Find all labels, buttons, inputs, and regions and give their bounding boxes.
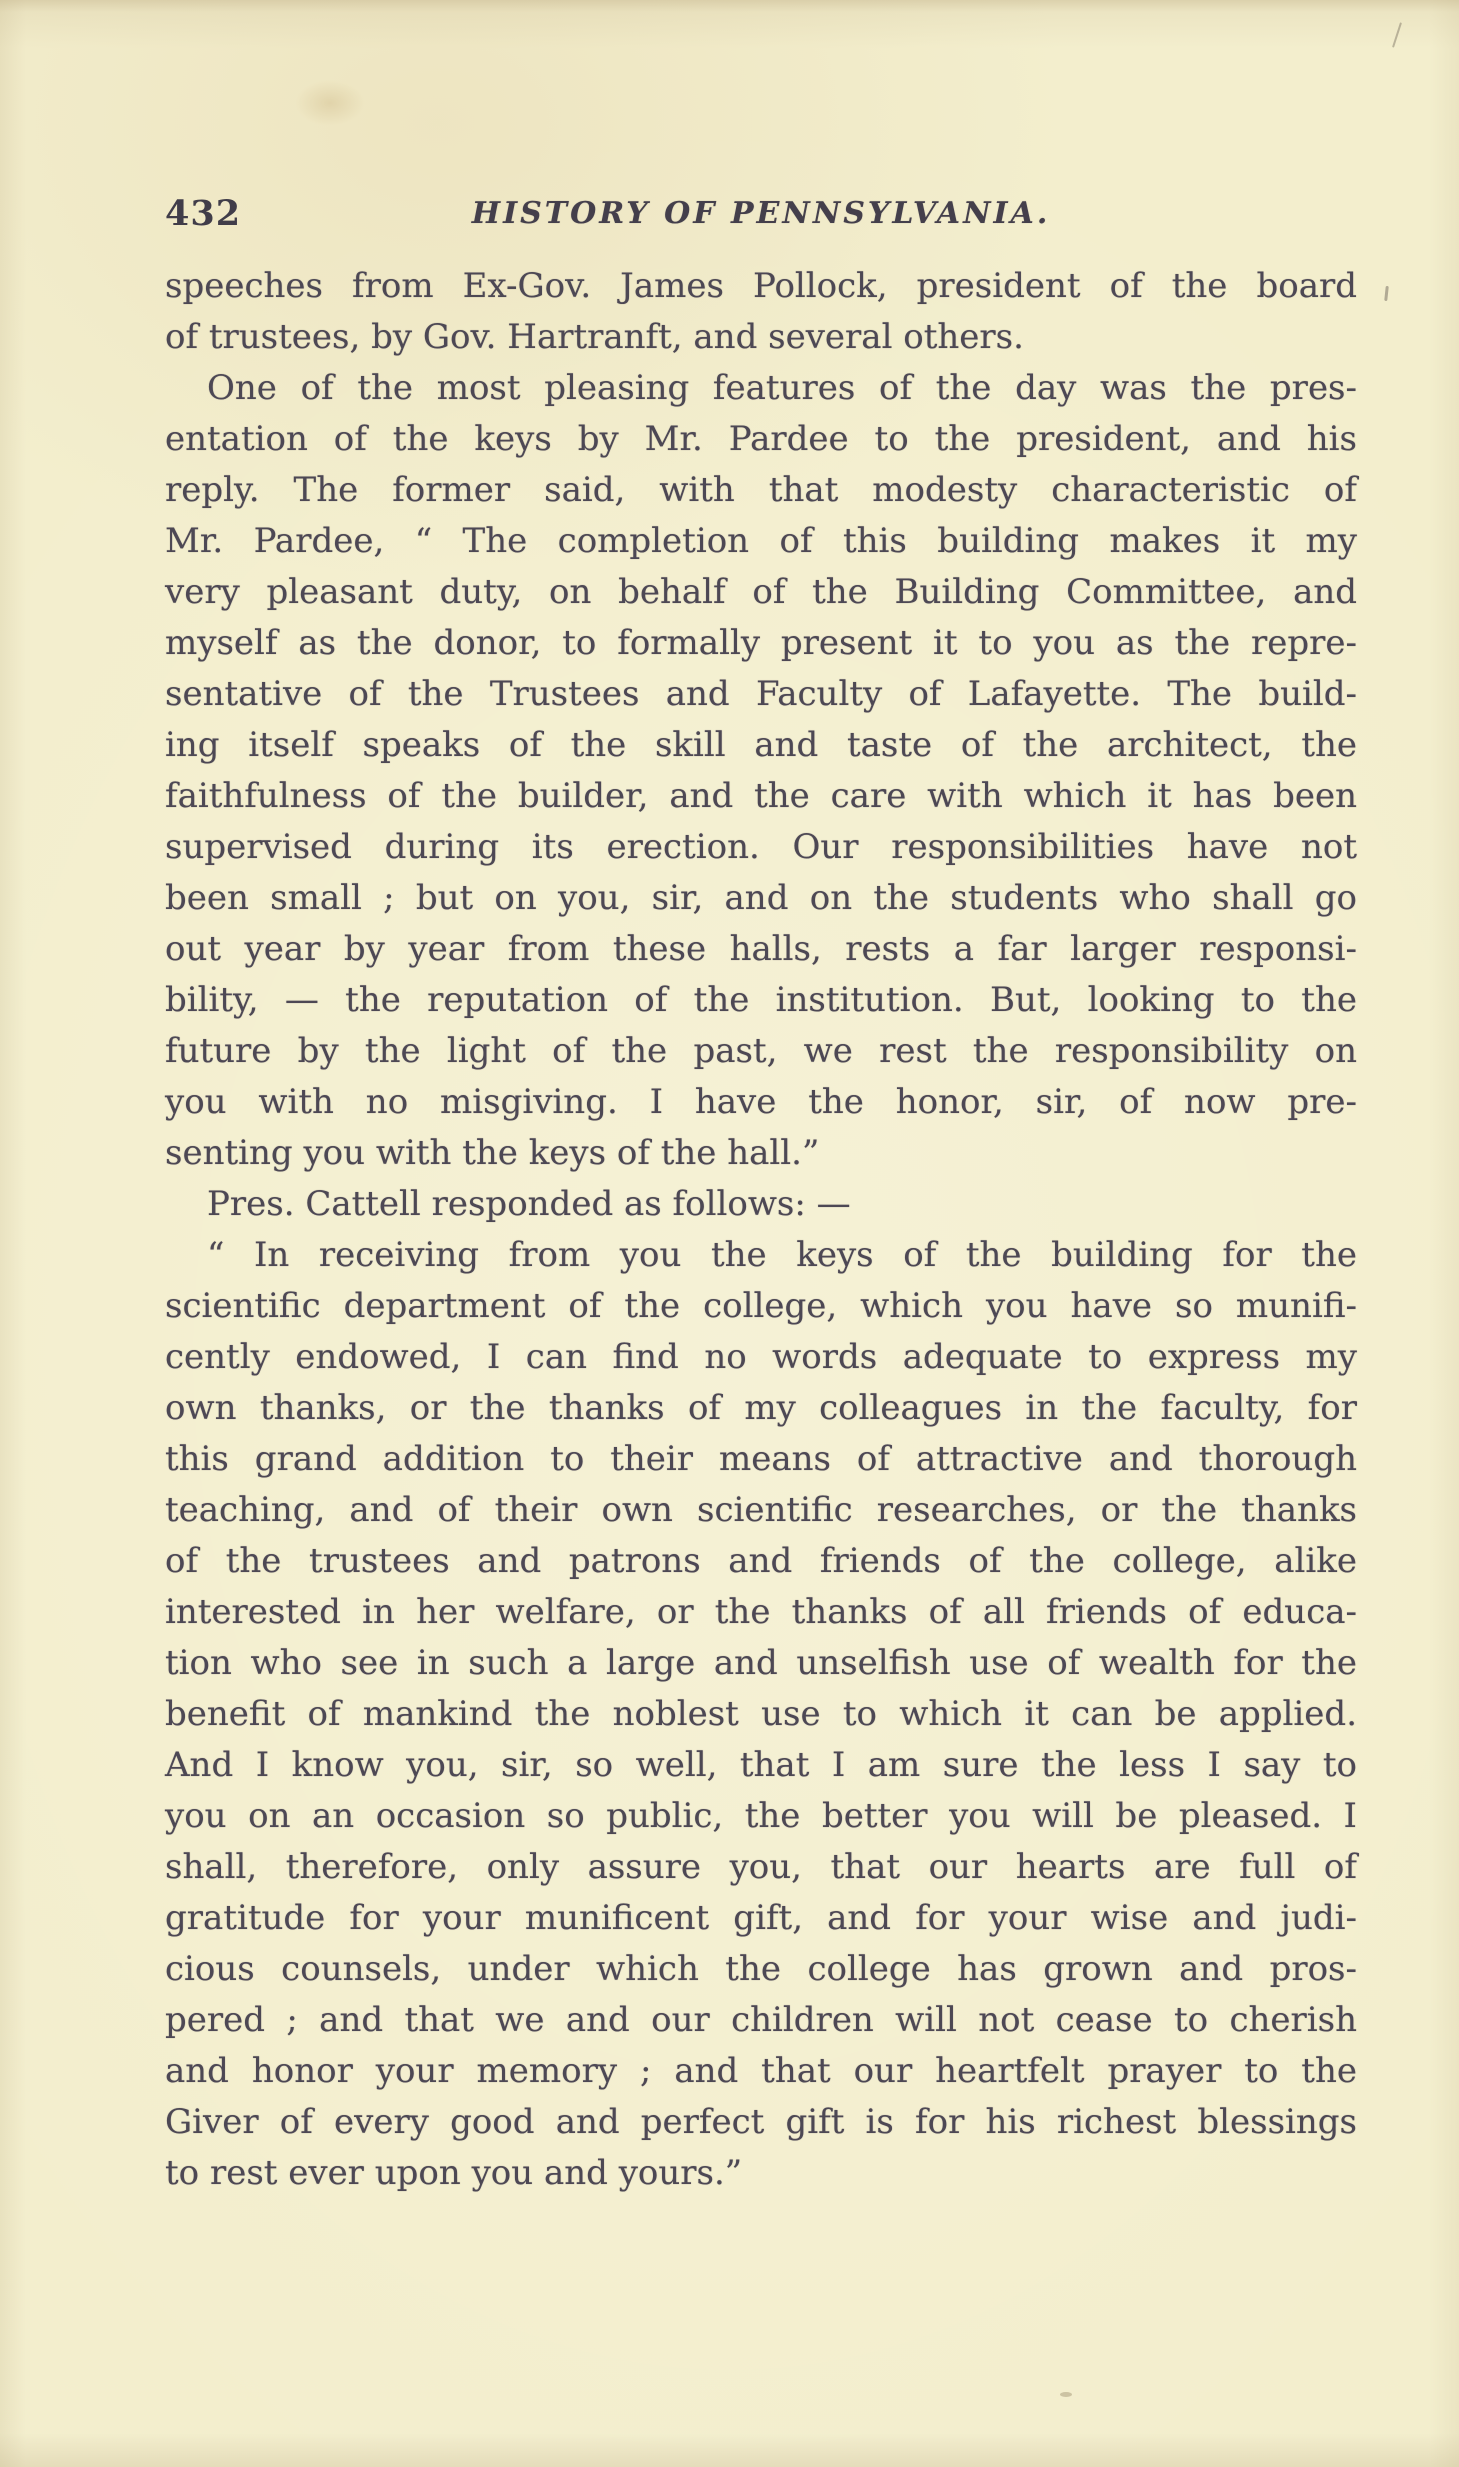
text-line: One of the most pleasing features of the day was the pres- [207, 368, 1357, 408]
text-line: you on an occasion so public, the better you will be pleased. I [165, 1796, 1357, 1836]
text-line: benefit of mankind the noblest use to which it can be applied. [165, 1694, 1357, 1734]
text-line: own thanks, or the thanks of my colleagues in the faculty, for [165, 1388, 1357, 1428]
text-line: been small ; but on you, sir, and on the students who shall go [165, 878, 1357, 918]
text-line: speeches from Ex-Gov. James Pollock, president of the board [165, 266, 1357, 306]
text-line: Pres. Cattell responded as follows: — [207, 1184, 851, 1224]
text-line: out year by year from these halls, rests a far larger responsi- [165, 929, 1357, 969]
text-line: interested in her welfare, or the thanks of all friends of educa- [165, 1592, 1357, 1632]
text-line: shall, therefore, only assure you, that our hearts are full of [165, 1847, 1357, 1887]
text-line: pered ; and that we and our children will not cease to cherish [165, 2000, 1357, 2040]
scan-artifact-dot [1060, 2392, 1072, 2397]
scan-artifact-smudge [295, 80, 365, 126]
text-line: you with no misgiving. I have the honor, sir, of now pre- [165, 1082, 1357, 1122]
text-line: ing itself speaks of the skill and taste of the architect, the [165, 725, 1357, 765]
text-line: myself as the donor, to formally present it to you as the repre- [165, 623, 1357, 663]
text-line: cious counsels, under which the college has grown and pros- [165, 1949, 1357, 1989]
scan-artifact-slash [1392, 22, 1402, 47]
text-line: very pleasant duty, on behalf of the Building Committee, and [165, 572, 1357, 612]
text-line: supervised during its erection. Our responsibilities have not [165, 827, 1357, 867]
text-line: reply. The former said, with that modesty characteristic of [165, 470, 1357, 510]
text-line: Mr. Pardee, “ The completion of this building makes it my [165, 521, 1357, 561]
text-line: cently endowed, I can find no words adequate to express my [165, 1337, 1357, 1377]
text-line: entation of the keys by Mr. Pardee to the president, and his [165, 419, 1357, 459]
text-line: of the trustees and patrons and friends of the college, alike [165, 1541, 1357, 1581]
text-line: bility, — the reputation of the institution. But, looking to the [165, 980, 1357, 1020]
scan-artifact-tick [1384, 286, 1389, 301]
text-line: sentative of the Trustees and Faculty of Lafayette. The build- [165, 674, 1357, 714]
text-line: gratitude for your munificent gift, and for your wise and judi- [165, 1898, 1357, 1938]
text-line: future by the light of the past, we rest the responsibility on [165, 1031, 1357, 1071]
text-line: senting you with the keys of the hall.” [165, 1133, 820, 1173]
text-line: to rest ever upon you and yours.” [165, 2153, 743, 2193]
page-number: 432 [165, 193, 242, 234]
body-text [165, 261, 1357, 2199]
text-line: and honor your memory ; and that our heartfelt prayer to the [165, 2051, 1357, 2091]
text-line: faithfulness of the builder, and the care with which it has been [165, 776, 1357, 816]
page-header [165, 192, 1357, 236]
text-line: And I know you, sir, so well, that I am sure the less I say to [165, 1745, 1357, 1785]
text-line: “ In receiving from you the keys of the building for the [207, 1235, 1357, 1275]
running-title: HISTORY OF PENNSYLVANIA. [471, 196, 1051, 231]
text-line: tion who see in such a large and unselfish use of wealth for the [165, 1643, 1357, 1683]
text-line: scientific department of the college, which you have so munifi- [165, 1286, 1357, 1326]
text-line: this grand addition to their means of attractive and thorough [165, 1439, 1357, 1479]
text-line: teaching, and of their own scientific researches, or the thanks [165, 1490, 1357, 1530]
text-line: Giver of every good and perfect gift is for his richest blessings [165, 2102, 1357, 2142]
text-line: of trustees, by Gov. Hartranft, and several others. [165, 317, 1024, 357]
